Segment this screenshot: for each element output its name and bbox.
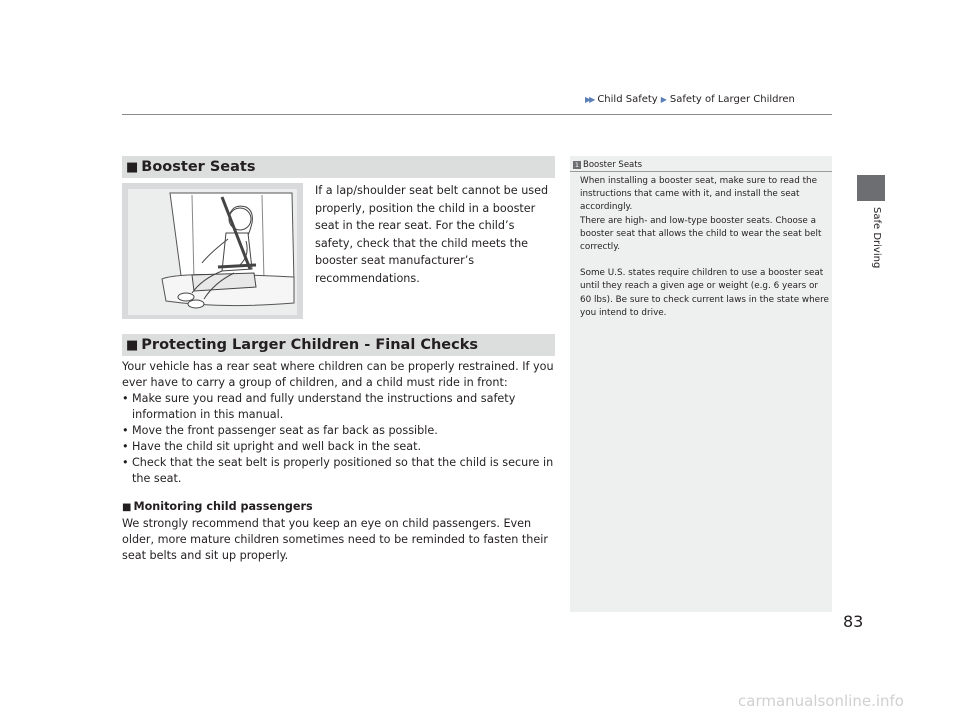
square-bullet-icon: ■ [122,502,132,513]
list-item: • Move the front passenger seat as far back as possible. [122,423,555,439]
note-text [580,175,830,320]
note-divider [570,171,832,172]
note-paragraph: There are high- and low-type booster seats. Choose a booster seat that allows the child to wear the seat belt correctly. [580,215,822,253]
final-checks-intro: Your vehicle has a rear seat where children can be properly restrained. If you ever have to carry a group of children, and a child must ride in front: [122,360,554,389]
square-bullet-icon: ■ [126,337,139,353]
note-panel [570,156,832,612]
note-paragraph: When installing a booster seat, make sure to read the instructions that came with it, and install the seat accordingly. [580,176,818,213]
list-item: • Make sure you read and fully understand the instructions and safety information in this manual. [122,391,555,423]
booster-seat-illustration [122,183,303,319]
final-checks-body [122,359,555,487]
list-item: • Have the child sit upright and well back in the seat. [122,439,555,455]
page-number: 83 [843,612,864,631]
booster-seats-intro: If a lap/shoulder seat belt cannot be used properly, position the child in a booster seat in the rear seat. For the child’s safety, check that the child meets the booster seat manufacturer’s recommendations. [315,184,549,285]
breadcrumb-level1[interactable]: Child Safety [597,94,658,105]
booster-seats-heading-text: Booster Seats [141,159,256,175]
header-divider [122,114,832,115]
breadcrumb [585,94,795,105]
double-arrow-icon: ▶▶ [585,95,594,104]
note-title-text: Booster Seats [583,160,643,170]
final-checks-heading-text: Protecting Larger Children - Final Checks [141,337,479,353]
square-bullet-icon: ■ [126,159,139,175]
final-checks-list [122,391,555,487]
list-item: • Check that the seat belt is properly positioned so that the child is secure in the seat. [122,455,555,487]
chapter-label: Safe Driving [871,207,882,269]
note-number-badge: 1 [574,161,580,169]
final-checks-heading [122,334,555,356]
monitoring-heading [122,500,313,513]
chapter-tab [857,175,885,201]
monitoring-text: We strongly recommend that you keep an eye on child passengers. Even older, more mature children sometimes need to be reminded to fasten their seat belts and sit up properly. [122,517,548,562]
arrow-icon: ▶ [660,95,667,104]
monitoring-heading-text: Monitoring child passengers [133,500,313,513]
note-paragraph: Some U.S. states require children to use a booster seat until they reach a given age or weight (e.g. 6 years or 60 lbs). Be sure to check current laws in the state where you intend to drive. [580,268,829,318]
booster-seats-heading [122,156,555,178]
watermark: carmanualsonline.info [738,692,904,710]
breadcrumb-level2[interactable]: Safety of Larger Children [669,94,795,105]
note-title [573,160,642,170]
